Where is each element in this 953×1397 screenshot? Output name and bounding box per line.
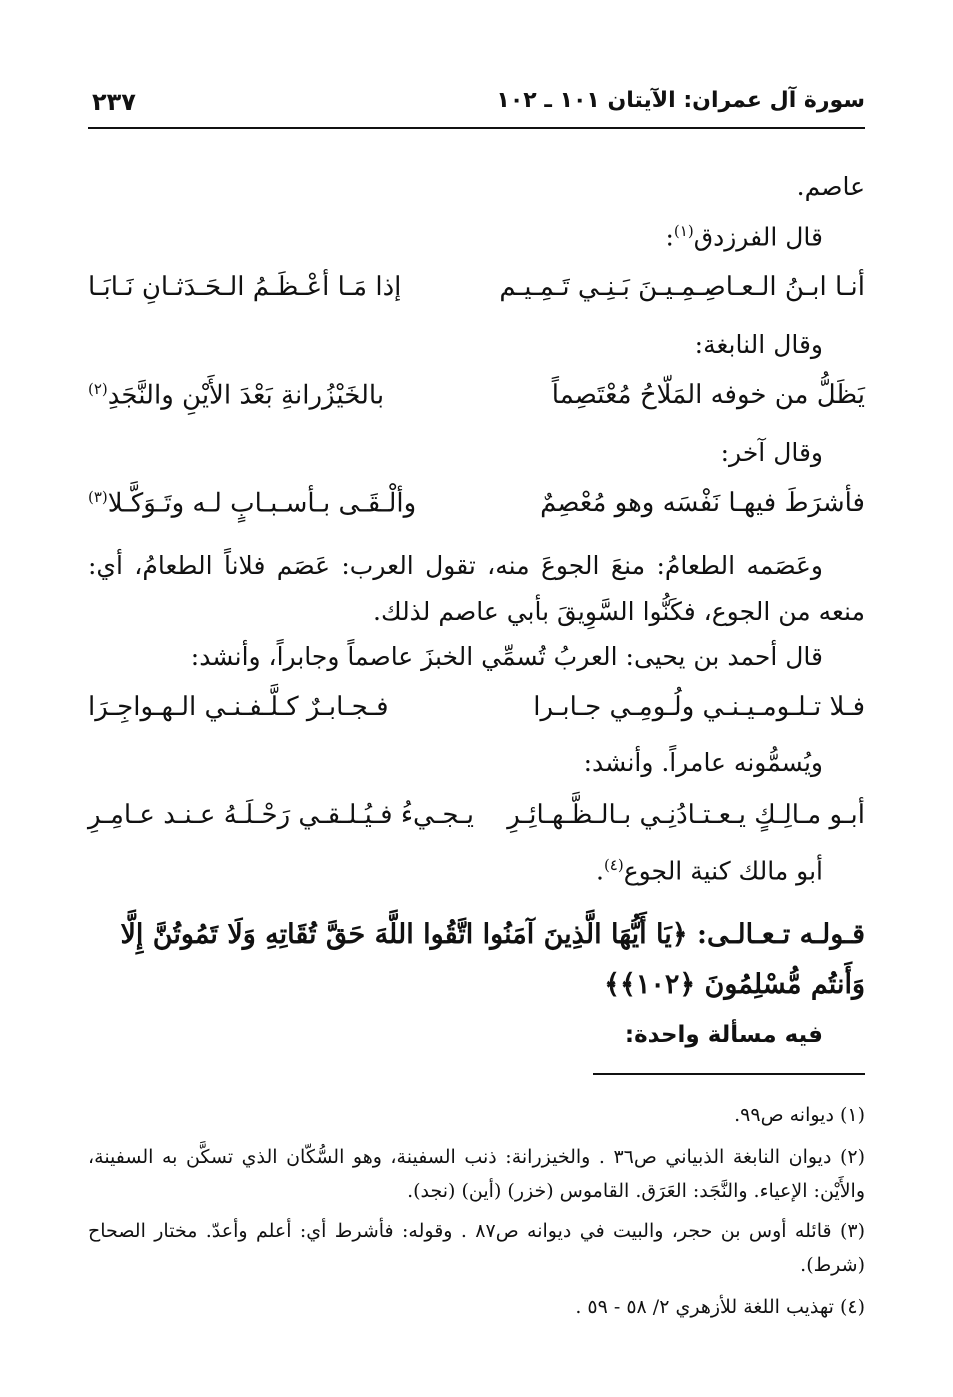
text-line: قال الفرزدق$^{(١)}$: [665,222,823,252]
verse-hemistich-2: يـجـيءُ فـيُـلـقـي رَحْـلَـهُ عـنـد عـامِـرِ [88,800,474,830]
verse-hemistich-1: فأشرَطَ فيهـا نَفْسَه وهو مُعْصِمٌ [540,488,865,518]
header-divider [88,127,865,129]
text-line: أبو مالك كنية الجوع$^{(٤)}$. [595,856,823,886]
verse-hemistich-2: إذا مَـا أعْـظَـمُ الـحَـدَثـانِ نَـابَـا [88,272,402,302]
footnote: (٣) قائله أوس بن حجر، والبيت في ديوانه ص٨٧ . وقوله: فأشرط أي: أعلم وأعدّ. مختار الصحاح (شرط). [88,1220,865,1276]
verse-line [88,800,865,840]
verse-hemistich-2: وألْـقَـى بـأسـبـابٍ لـه وتَـوَكَّـلا$^{(٣)}$ [88,488,417,519]
verse-hemistich-1: فـلا تـلـومـيـنـي ولُـومِـي جـابـرا [533,692,865,722]
header-title: سورة آل عمران: الآيتان ١٠١ ـ ١٠٢ [496,88,865,113]
footnote-ref: (١) [673,222,694,240]
quran-verse: قـولـه تـعـالـى: ﴿يَا أَيُّهَا الَّذِينَ آمَنُوا اتَّقُوا اللَّهَ حَقَّ تُقَاتِهِ وَلَا تَمُوتُنَّ إِلَّا وَأَنتُم مُّسْلِمُونَ ﴿١٠٢﴾﴾ [120,919,865,1000]
footnote-ref: (٣) [88,488,108,506]
footnote-ref: (٤) [603,856,624,874]
verse-hemistich-1: أنـا ابـنُ الـعـاصِـمِـيـنَ بَـنِـي تَـمِـيـم [499,272,865,302]
footnote: (١) ديوانه ص٩٩. [734,1104,865,1126]
footnote-divider [593,1073,865,1075]
text-line: وقال النابغة: [694,330,823,359]
text-line: قال أحمد بن يحيى: العربُ تُسمِّي الخبزَ عاصماً وجابراً، وأنشد: [190,642,823,671]
paragraph: وعَصَمه الطعامُ: منعَ الجوعَ منه، تقول العرب: عَصَم فلاناً الطعامُ، أي: منعه من الجوع، فكَنُّوا السَّوِيقَ بأبي عاصم لذلك. [88,551,865,626]
text-line: وقال آخر: [720,438,823,467]
verse-hemistich-1: أبـو مـالِـكٍ يـعـتـادُنِـي بـالـظَّـهـائِـرِ [507,800,865,830]
running-header [92,88,865,128]
section-heading: فيه مسألة واحدة: [624,1022,823,1048]
verse-hemistich-2: فـجـابـرٌ كـلَّـفـنـي الـهـواجِـرَا [88,692,389,722]
footnote: (٤) تهذيب اللغة للأزهري ٢/ ٥٨ - ٥٩ . [575,1296,865,1318]
text-line: عاصم. [796,172,865,201]
verse-line [88,380,865,420]
footnote-ref: (٢) [88,380,108,398]
page-number: ٢٣٧ [92,88,136,116]
verse-hemistich-2: بالخَيْزُرانةِ بَعْدَ الأَيْنِ والنَّجَدِ$^{(٢)}$ [88,380,385,411]
verse-line [88,272,865,312]
text-line: ويُسمُّونه عامراً. وأنشد: [583,748,823,777]
verse-line [88,692,865,732]
footnote: (٢) ديوان النابغة الذبياني ص٣٦ . والخيزرانة: ذنب السفينة، وهو السُّكّان الذي تسكَّن به السفينة، والأَيْن: الإعياء. والنَّجَد: العَرَق. القاموس (خزر) (أين) (نجد). [88,1146,865,1202]
verse-line [88,488,865,528]
verse-hemistich-1: يَظَلُّ من خوفه المَلّاحُ مُعْتَصِماً [551,380,865,410]
